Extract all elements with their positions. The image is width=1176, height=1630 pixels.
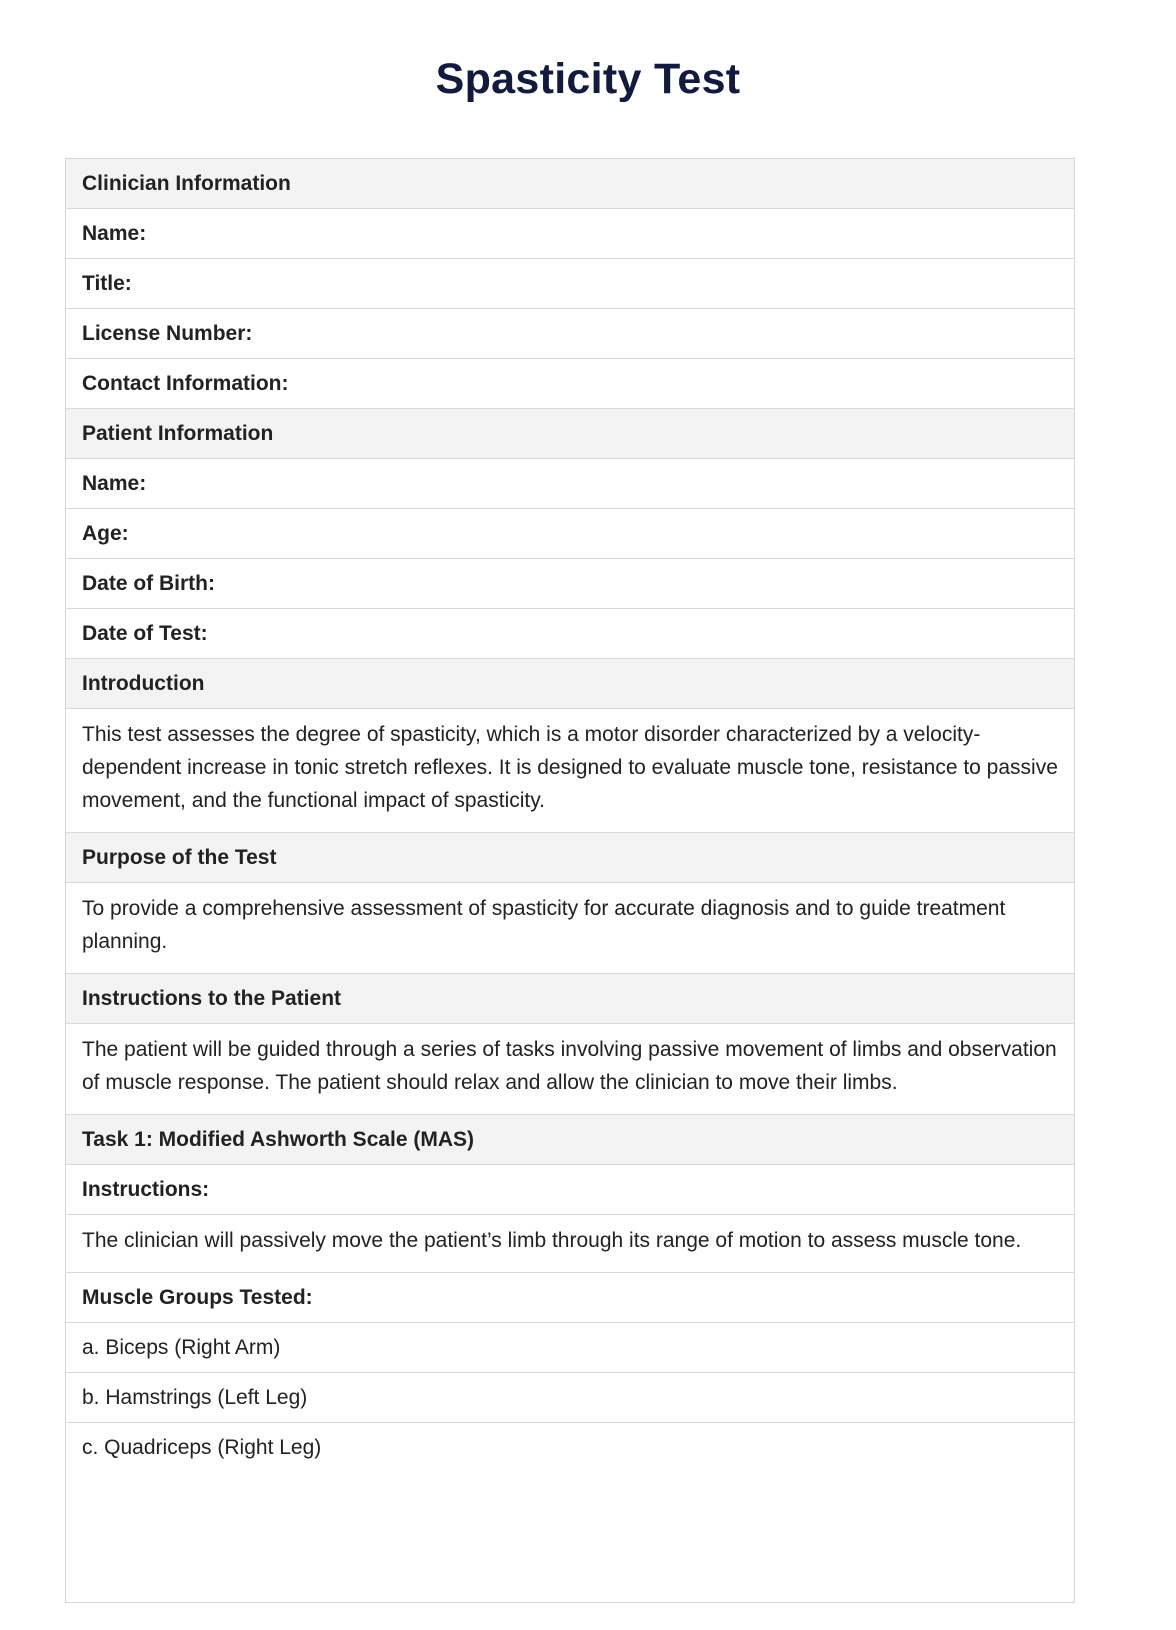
patient-name-field[interactable]: Name: [66, 459, 1074, 509]
muscle-group-item: a. Biceps (Right Arm) [66, 1323, 1074, 1373]
clinician-contact-field[interactable]: Contact Information: [66, 359, 1074, 409]
patient-instructions-section-header: Instructions to the Patient [66, 974, 1074, 1024]
introduction-text: This test assesses the degree of spasticity, which is a motor disorder characterized by a velocity-dependent increase in tonic stretch reflexes. It is designed to evaluate muscle tone, resistance to passive movement, and the functional impact of spasticity. [66, 709, 1074, 833]
clinician-name-field[interactable]: Name: [66, 209, 1074, 259]
assessment-form-table [65, 158, 1075, 1603]
muscle-groups-label: Muscle Groups Tested: [66, 1273, 1074, 1323]
clinician-license-field[interactable]: License Number: [66, 309, 1074, 359]
task1-instructions-label: Instructions: [66, 1165, 1074, 1215]
purpose-text: To provide a comprehensive assessment of spasticity for accurate diagnosis and to guide treatment planning. [66, 883, 1074, 974]
patient-instructions-text: The patient will be guided through a series of tasks involving passive movement of limbs and observation of muscle response. The patient should relax and allow the clinician to move their limbs. [66, 1024, 1074, 1115]
purpose-section-header: Purpose of the Test [66, 833, 1074, 883]
clinician-title-field[interactable]: Title: [66, 259, 1074, 309]
clinician-section-header: Clinician Information [66, 159, 1074, 209]
test-date-field[interactable]: Date of Test: [66, 609, 1074, 659]
page-title: Spasticity Test [435, 55, 741, 103]
patient-section-header: Patient Information [66, 409, 1074, 459]
muscle-group-item: b. Hamstrings (Left Leg) [66, 1373, 1074, 1423]
introduction-section-header: Introduction [66, 659, 1074, 709]
muscle-group-item: c. Quadriceps (Right Leg) [82, 1436, 322, 1459]
task1-instructions-text: The clinician will passively move the patient’s limb through its range of motion to assess muscle tone. [66, 1215, 1074, 1273]
patient-dob-field[interactable]: Date of Birth: [66, 559, 1074, 609]
patient-age-field[interactable]: Age: [66, 509, 1074, 559]
task1-section-header: Task 1: Modified Ashworth Scale (MAS) [66, 1115, 1074, 1165]
